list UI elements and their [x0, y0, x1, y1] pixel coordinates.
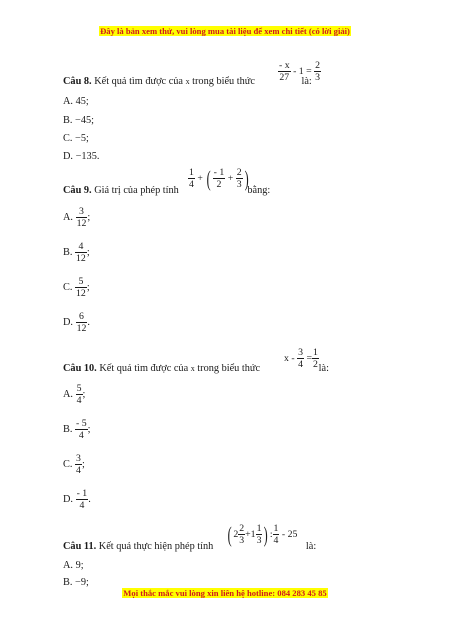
- q8-fraction-1: $\frac{- x}{27}$: [279, 60, 290, 84]
- q8-stem: Câu 8. Kết quả tìm được của x trong biểu thức là:: [63, 76, 312, 87]
- hotline-banner-text: Mọi thắc mắc vui lòng xin liên hệ hotline: 084 283 45 85: [123, 588, 327, 598]
- right-paren-icon: ): [244, 165, 249, 191]
- preview-banner-text: Đây là bản xem thử, vui lòng mua tài liệu để xem chi tiết (có lời giải): [100, 26, 350, 36]
- q10-option-d[interactable]: D. $\frac{- 1}{4}$ .: [63, 488, 91, 512]
- q10-expression: x - $\frac{3}{4}$ = $\frac{1}{2}$: [284, 347, 318, 371]
- q9-option-d[interactable]: D. $\frac{6}{12}$ .: [63, 311, 90, 335]
- q8-option-b[interactable]: B. −45;: [63, 115, 94, 126]
- q9-option-b[interactable]: B. $\frac{4}{12}$ ;: [63, 241, 90, 265]
- preview-banner: [0, 26, 450, 36]
- q8-label: Câu 8.: [63, 76, 92, 87]
- q9-label: Câu 9.: [63, 185, 92, 196]
- q8-option-a[interactable]: A. 45;: [63, 96, 89, 107]
- q10-label: Câu 10.: [63, 363, 97, 374]
- q11-option-b[interactable]: B. −9;: [63, 577, 89, 588]
- q11-option-a[interactable]: A. 9;: [63, 560, 84, 571]
- q8-option-d[interactable]: D. −135.: [63, 151, 100, 162]
- left-paren-icon: (: [206, 165, 212, 191]
- q9-option-c[interactable]: C. $\frac{5}{12}$ ;: [63, 276, 90, 300]
- q10-option-b[interactable]: B. $\frac{- 5}{4}$ ;: [63, 418, 91, 442]
- q9-stem: Câu 9. Giá trị của phép tính bằng:: [63, 185, 271, 196]
- q10-option-a[interactable]: A. $\frac{5}{4}$ ;: [63, 383, 86, 407]
- q8-option-c[interactable]: C. −5;: [63, 133, 89, 144]
- q8-fraction-2: $\frac{2}{3}$: [315, 60, 321, 84]
- right-paren-icon: ): [264, 521, 269, 547]
- left-paren-icon: (: [227, 521, 232, 547]
- q10-option-c[interactable]: C. $\frac{3}{4}$ ;: [63, 453, 85, 477]
- q10-stem: Câu 10. Kết quả tìm được của x trong biểu thức là:: [63, 363, 329, 374]
- q9-expression: $\frac{1}{4}$ + ( $\frac{- 1}{2}$ + $\frac{2}{3}$ ): [189, 165, 249, 191]
- q11-stem: Câu 11. Kết quả thực hiện phép tính là:: [63, 541, 317, 552]
- q11-label: Câu 11.: [63, 541, 97, 552]
- q8-expression: $\frac{- x}{27}$ - 1 = $\frac{2}{3}$: [279, 60, 321, 84]
- hotline-banner: [0, 588, 450, 598]
- q9-option-a[interactable]: A. $\frac{3}{12}$ ;: [63, 206, 91, 230]
- q11-expression: ( 2 $\frac{2}{3}$ +1 $\frac{1}{3}$ ) : $\frac{1}{4}$ - 25: [227, 521, 298, 547]
